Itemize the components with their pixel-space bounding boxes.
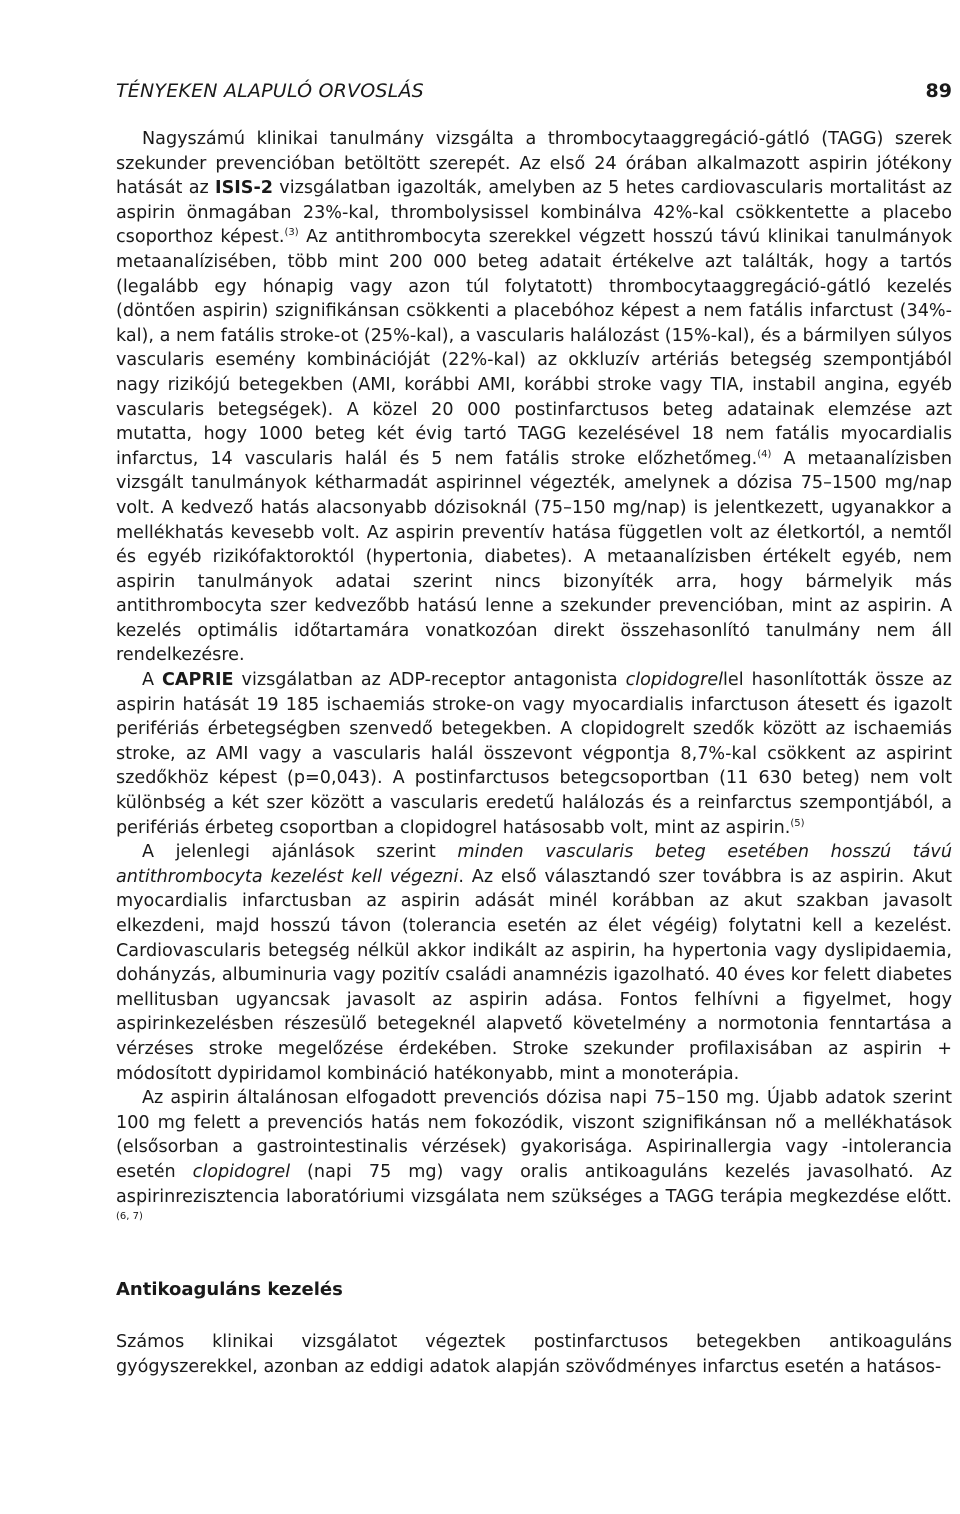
text-run: Az antithrombocyta szerekkel végzett hosszú távú klinikai tanulmányok metaanalízisében, több mint 200 000 beteg adatait értékelve azt találták, hogy a tartós (legalább egy hónapig vagy azon túl folytatott) thrombocytaaggregáció-gátló kezelés (döntően aspirin) szignifikánsan csökkenti a placebóhoz képest a nem fatális infarctust (34%-kal), a nem fatális stroke-ot (25%-kal), a vascularis halálozást (15%-kal), és a bármilyen súlyos vascularis esemény kombinációját (22%-kal) az okkluzív artériás betegség szempontjából nagy rizikójú betegekben (AMI, korábbi AMI, korábbi stroke vagy TIA, instabil angina, egyéb vascularis betegségek). A közel 20 000 postinfarctusos beteg adatainak elemzése azt mutatta, hogy 1000 beteg két évig tartó TAGG kezelésével 18 nem fatális myocardialis infarctus, 14 vascularis halál és 5 nem fatális stroke előzhetőmeg. <box>116 227 953 469</box>
text-run: Nagyszámú klinikai tanulmány vizsgálta a thrombocytaaggregáció-gátló (TAGG) szerek szekunder prevencióban betöltött szerepét. Az első 24 órában alkalmazott aspirin jótékony hatását az <box>116 129 952 199</box>
text-run: vizsgálatban igazolták, amelyben az 5 hetes cardiovascularis mortalitást az aspirin önmagában 23%-kal, thrombolysissel kombinálva 42%-kal csökkentette a placebo csoporthoz képest. <box>116 178 952 248</box>
reference-marker: (3) <box>284 227 299 239</box>
emphasis-recommendation: minden vascularis beteg esetében hosszú távú antithrombocyta kezelést kell végezni <box>116 842 952 887</box>
text-run: A jelenlegi ajánlások szerint <box>142 842 458 863</box>
study-name-isis2: ISIS-2 <box>215 178 274 199</box>
reference-marker: (4) <box>757 448 772 460</box>
drug-name-clopidogrel: clopidogrel <box>192 1161 291 1182</box>
text-run: Az aspirin általánosan elfogadott prevenciós dózisa napi 75–150 mg. Újabb adatok szerint 100 mg felett a prevenciós hatás nem fokozódik, viszont szignifikánsan nő a mellékhatások (elsősorban a gastrointestinalis vérzések) gyakorisága. Aspirinallergia vagy -intolerancia esetén <box>116 1088 952 1182</box>
header-title: TÉNYEKEN ALAPULÓ ORVOSLÁS <box>116 80 424 102</box>
text-run: A metaanalízisben vizsgált tanulmányok kétharmadát aspirinnel végezték, amelynek a dózisa 75–1500 mg/nap volt. A kedvező hatás alacsonyabb dózisoknál (75–150 mg/nap) is jelentkezett, ugyanakkor a mellékhatás kevesebb volt. Az aspirin preventív hatása független volt az életkortól, a nemtől és egyéb rizikófaktoroktól (hypertonia, diabetes). A metaanalízisben értékelt egyéb, nem aspirin tanulmányok adatai szerint nincs bizonyíték arra, hogy bármelyik más antithrombocyta szer kedvezőbb hatású lenne a szekunder prevencióban, mint az aspirin. A kezelés optimális időtartamára vonatkozóan direkt összehasonlító tanulmány nem áll rendelkezésre. <box>116 448 952 666</box>
reference-marker: (6, 7) <box>116 1211 143 1223</box>
text-run: . Az első választandó szer továbbra is az aspirin. Akut myocardialis infarctusban az aspirin adását minél korábban az akut szakban javasolt elkezdeni, majd hosszú távon (tolerancia esetén az élet végéig) folytatni kell a kezelést. Cardiovascularis betegség nélkül akkor indikált az aspirin, ha hypertonia vagy dyslipidaemia, dohányzás, albuminuria vagy pozitív családi anamnézis igazolható. 40 éves kor felett diabetes mellitusban ugyancsak javasolt az aspirin adása. Fontos felhívni a figyelmet, hogy aspirinkezelésben részesülő betegeknél alapvető követelmény a normotonia fenntartása a vérzéses stroke megelőzése érdekében. Stroke szekunder profilaxisában az aspirin + módosított dypiridamol kombináció hatékonyabb, mint a monoterápia. <box>116 866 952 1084</box>
text-run: lel hasonlították össze az aspirin hatását 19 185 ischaemiás stroke-on vagy myocardialis infarctuson átesett és igazolt perifériás érbetegségben szenvedő betegekben. A clopidogrelt szedők között az ischaemiás stroke, az AMI vagy a vascularis halál összevont végpontja 8,7%-kal csökkent az aspirint szedőkhöz képest (p=0,043). A postinfarctusos betegcsoportban (11 630 beteg) nem volt különbség a két szer között a vascularis eredetű halálozás és a reinfarctus szempontjából, a perifériás érbeteg csoportban a clopidogrel hatásosabb volt, mint az aspirin. <box>116 670 952 838</box>
article-body <box>116 127 952 1234</box>
reference-marker: (5) <box>790 817 805 829</box>
text-run: A <box>142 670 163 691</box>
drug-name-clopidogrel: clopidogrel <box>625 670 724 691</box>
section-heading: Antikoaguláns kezelés <box>116 1279 343 1300</box>
paragraph-caprie <box>116 668 952 840</box>
paragraph-recommendations <box>116 840 952 1086</box>
paragraph-anticoagulant: Számos klinikai vizsgálatot végeztek postinfarctusos betegekben antikoaguláns gyógyszerekkel, azonban az eddigi adatok alapján szövődményes infarctus esetén a hatásos- <box>116 1332 952 1377</box>
study-name-caprie: CAPRIE <box>162 670 234 691</box>
section-body <box>116 1330 952 1379</box>
paragraph-antiplatelet-studies <box>116 127 952 668</box>
text-run: (napi 75 mg) vagy oralis antikoaguláns kezelés javasolható. Az aspirinrezisztencia laboratóriumi vizsgálata nem szükséges a TAGG terápia megkezdése előtt. <box>116 1161 952 1207</box>
paragraph-dosage <box>116 1086 952 1234</box>
running-header <box>116 74 952 102</box>
text-run: vizsgálatban az ADP-receptor antagonista <box>233 670 626 691</box>
page-number: 89 <box>925 80 952 102</box>
